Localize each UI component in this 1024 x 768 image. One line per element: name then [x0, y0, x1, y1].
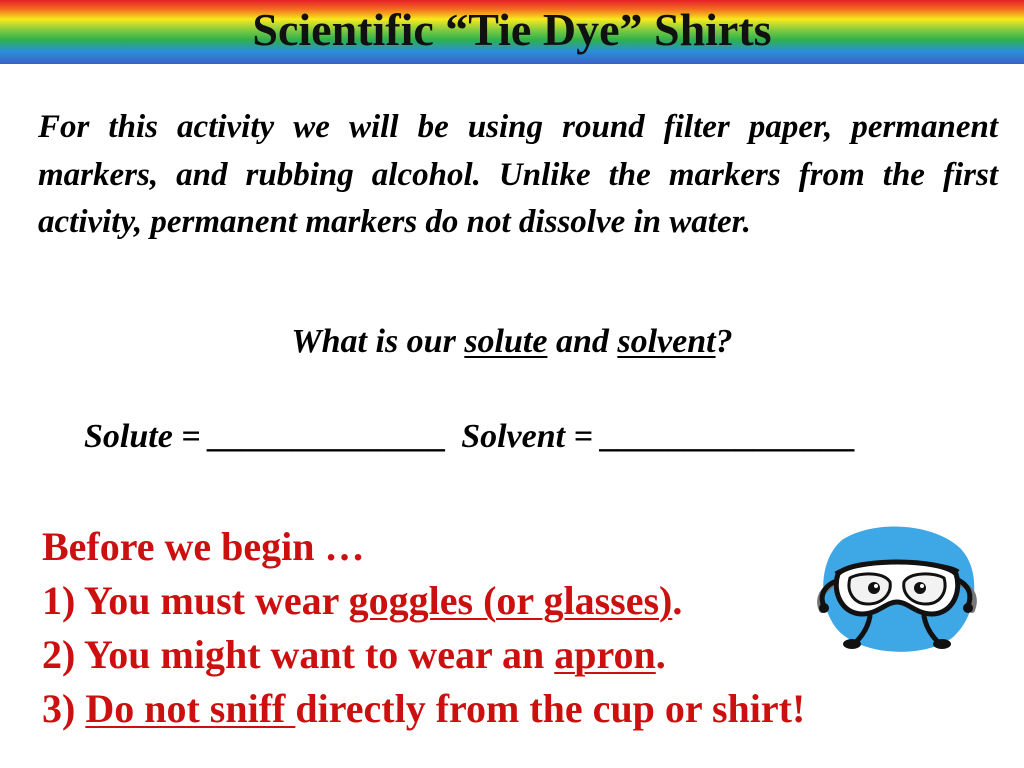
solvent-blank: Solvent = _______________ [461, 418, 857, 455]
question-middle: and [547, 323, 618, 360]
question-line [0, 320, 1024, 364]
answer-blanks [84, 415, 856, 459]
rule-2-prefix: 2) You might want to wear an [42, 632, 555, 677]
question-prefix: What is our [291, 323, 465, 360]
rule-1-underlined: goggles (or glasses) [348, 578, 673, 623]
question-solute-word: solute [464, 323, 548, 360]
question-solvent-word: solvent [617, 323, 716, 360]
rule-1-prefix: 1) You must wear [42, 578, 349, 623]
rule-3-prefix: 3) [42, 686, 86, 731]
rule-1-suffix: . [672, 578, 683, 623]
rule-1 [42, 574, 942, 628]
rule-2-underlined: apron [554, 632, 656, 677]
rule-2 [42, 628, 942, 682]
intro-paragraph: For this activity we will be using round filter paper, permanent markers, and rubbing alcohol. Unlike the markers from the first activity, permanent markers do not dissolve in water. [38, 109, 998, 240]
safety-goggles-icon [812, 518, 982, 658]
solute-blank: Solute = ______________ [84, 418, 448, 455]
safety-rules [42, 520, 942, 736]
rule-3-underlined: Do not sniff [85, 686, 296, 731]
rules-heading: Before we begin … [42, 524, 365, 569]
slide-title: Scientific “Tie Dye” Shirts [252, 4, 772, 55]
rule-3-suffix: directly from the cup or shirt! [295, 686, 806, 731]
rule-2-suffix: . [655, 632, 666, 677]
rule-3 [42, 682, 942, 736]
question-suffix: ? [715, 323, 733, 360]
